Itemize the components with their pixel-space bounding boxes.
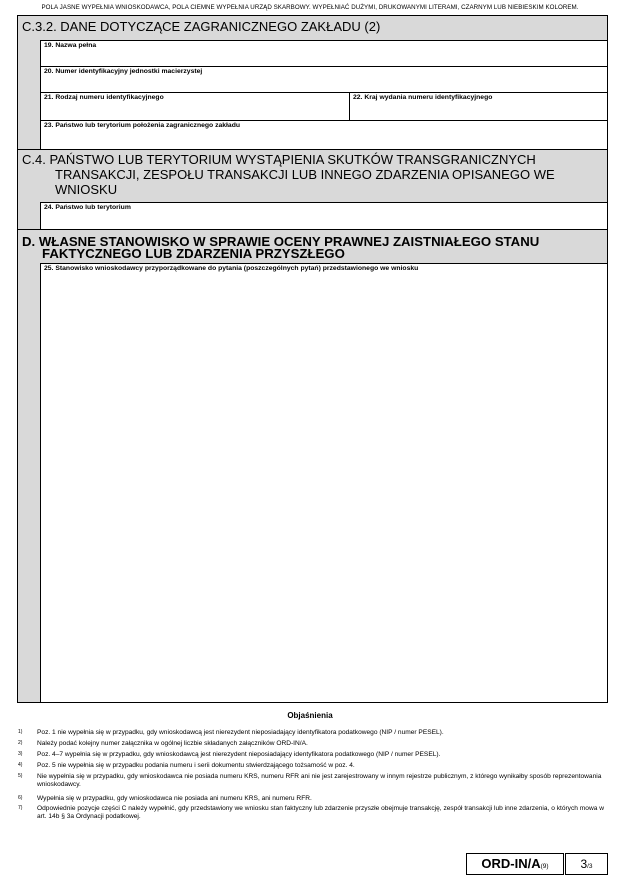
footnote-text: Należy podać kolejny numer załącznika w ogólnej liczbie składanych załączników ORD-IN/A. xyxy=(37,740,308,747)
field-22-issuing-country[interactable] xyxy=(349,92,607,120)
field-19-full-name[interactable] xyxy=(40,40,607,66)
section-c4-title-line3: WNIOSKU xyxy=(55,182,118,197)
field-25-label: 25. Stanowisko wnioskodawcy przyporządkowane do pytania (poszczególnych pytań) przedstawionego we wniosku xyxy=(44,265,419,272)
field-25-applicant-position[interactable] xyxy=(40,263,607,702)
field-19-label: 19. Nazwa pełna xyxy=(44,42,97,49)
field-21-label: 21. Rodzaj numeru identyfikacyjnego xyxy=(44,94,164,101)
field-22-label: 22. Kraj wydania numeru identyfikacyjnego xyxy=(353,94,493,101)
section-d-title-line2: FAKTYCZNEGO LUB ZDARZENIA PRZYSZŁEGO xyxy=(42,246,345,261)
field-23-label: 23. Państwo lub terytorium położenia zagranicznego zakładu xyxy=(44,122,241,129)
footnote-number: 4) xyxy=(18,762,23,768)
field-20-parent-id[interactable] xyxy=(40,66,607,92)
field-21-id-type[interactable] xyxy=(40,92,349,120)
footnote-number: 7) xyxy=(18,805,23,811)
form-code-badge xyxy=(466,853,564,875)
footnote-number: 1) xyxy=(18,729,23,735)
section-c4-title-line1: C.4. PAŃSTWO LUB TERYTORIUM WYSTĄPIENIA SKUTKÓW TRANSGRANICZNYCH xyxy=(22,152,536,167)
form-code: ORD-IN/A xyxy=(481,856,541,871)
footnote-number: 5) xyxy=(18,773,23,779)
section-d-title-line1: D. WŁASNE STANOWISKO W SPRAWIE OCENY PRAWNEJ ZAISTNIAŁEGO STANU xyxy=(22,234,540,249)
footnote-text: Wypełnia się w przypadku, gdy wnioskodawca nie posiada ani numeru KRS, ani numeru RFR. xyxy=(37,795,312,802)
page-number: 3 xyxy=(580,857,588,871)
field-24-country[interactable] xyxy=(40,202,607,229)
footnote-number: 2) xyxy=(18,740,23,746)
footnote-number: 6) xyxy=(18,795,23,801)
footnote-number: 3) xyxy=(18,751,23,757)
section-d xyxy=(18,230,607,702)
form-frame xyxy=(17,15,608,703)
field-20-label: 20. Numer identyfikacyjny jednostki macierzystej xyxy=(44,68,203,75)
footnote-text: Odpowiednie pozycje części C należy wypełnić, gdy przedstawiony we wniosku stan faktyczny lub zdarzenie przyszłe obejmuje transakcję, zespół transakcji lub inne zdarzenia, o których mowa w art. 14b § 3a Ordynacji podatkowej. xyxy=(37,805,604,821)
explanations-title: Objaśnienia xyxy=(287,711,333,720)
section-c32 xyxy=(18,16,607,149)
field-23-establishment-country[interactable] xyxy=(40,120,607,149)
page-total: /3 xyxy=(587,863,593,870)
field-24-label: 24. Państwo lub terytorium xyxy=(44,204,131,211)
form-version: (9) xyxy=(540,863,549,870)
footnote-text: Poz. 4–7 wypełnia się w przypadku, gdy wnioskodawcą jest nierezydent nieposiadający identyfikatora podatkowego (NIP / numer PESEL). xyxy=(37,751,441,758)
top-instruction-note: POLA JASNE WYPEŁNIA WNIOSKODAWCA, POLA CIEMNE WYPEŁNIA URZĄD SKARBOWY. WYPEŁNIAĆ DUŻYMI, DRUKOWANYMI LITERAMI, CZARNYM LUB NIEBIESKIM KOLOREM. xyxy=(41,4,579,11)
section-c4 xyxy=(18,150,607,229)
section-c4-title-line2: TRANSAKCJI, ZESPOŁU TRANSAKCJI LUB INNEGO ZDARZENIA OPISANEGO WE xyxy=(55,167,555,182)
footnote-text: Nie wypełnia się w przypadku, gdy wnioskodawca nie posiada numeru KRS, numeru RFR ani nie jest zarejestrowany w innym rejestrze publicznym, z którego wynikałby sposób reprezentowania wnioskodawcy. xyxy=(37,773,602,789)
footnote-text: Poz. 5 nie wypełnia się w przypadku podania numeru i serii dokumentu stwierdzającego tożsamość w poz. 4. xyxy=(37,762,355,769)
page-number-badge xyxy=(565,853,608,875)
footnote-text: Poz. 1 nie wypełnia się w przypadku, gdy wnioskodawcą jest nierezydent nieposiadający identyfikatora podatkowego (NIP / numer PESEL). xyxy=(37,729,444,736)
section-c32-title: C.3.2. DANE DOTYCZĄCE ZAGRANICZNEGO ZAKŁADU (2) xyxy=(22,19,381,34)
